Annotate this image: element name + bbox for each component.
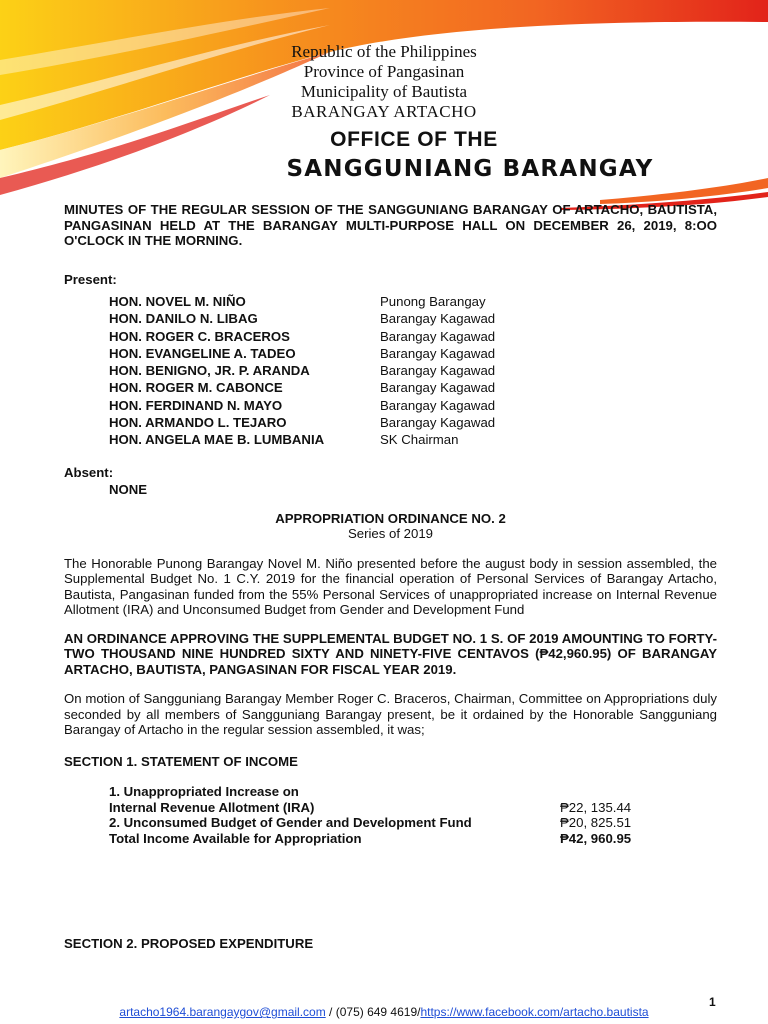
header-barangay: BARANGAY ARTACHO [291,102,477,121]
attendee-name: HON. ARMANDO L. TEJARO [109,415,287,431]
ordinance-heading: AN ORDINANCE APPROVING THE SUPPLEMENTAL BUDGET NO. 1 S. OF 2019 AMOUNTING TO FORTY-TWO THOUSAND NINE HUNDRED SIXTY AND NINETY-FIVE CENTAVOS (₱42,960.95) OF BARANGAY ARTACHO, BAUTISTA, PANGASINAN FOR FISCAL YEAR 2019. [64,630,717,677]
motion-paragraph: On motion of Sangguniang Barangay Member Roger C. Braceros, Chairman, Committee on Appropriations duly seconded by all members of Sangguniang Barangay present, be it ordained by the Honorable Sangguniang Barangay of Artacho in the regular session assembled, it was; [64,691,717,738]
footer-phone: / (075) 649 4619/ [325,1005,421,1019]
attendee-name: HON. ROGER M. CABONCE [109,380,283,396]
attendee-row [64,328,717,345]
header-country: Republic of the Philippines [291,42,477,61]
header-province: Province of Pangasinan [303,62,465,81]
attendee-position: Barangay Kagawad [380,363,496,379]
attendee-name: HON. FERDINAND N. MAYO [109,397,283,413]
office-title-line1: OFFICE OF THE [330,128,498,151]
attendee-row [64,397,717,414]
present-label: Present: [64,271,117,287]
attendee-position: Punong Barangay [380,294,486,309]
attendee-name: HON. NOVEL M. NIÑO [109,294,246,309]
office-title-line2: SANGGUNIANG BARANGAY [286,156,654,182]
document-body [64,202,717,952]
letterhead [0,42,768,122]
absent-value: NONE [109,482,148,498]
attendee-position: Barangay Kagawad [380,311,496,327]
minutes-title: MINUTES OF THE REGULAR SESSION OF THE SANGGUNIANG BARANGAY OF ARTACHO, BAUTISTA, PANGASINAN HELD AT THE BARANGAY MULTI-PURPOSE HALL ON DECEMBER 26, 2019, 8:OO O'CLOCK IN THE MORNING. [64,202,717,248]
section1-title: SECTION 1. STATEMENT OF INCOME [64,753,298,769]
attendee-row [64,345,717,362]
income-item-label: 1. Unappropriated Increase on [109,784,299,800]
attendee-name: HON. DANILO N. LIBAG [109,311,258,327]
intro-paragraph: The Honorable Punong Barangay Novel M. Niño presented before the august body in session assembled, the Supplemental Budget No. 1 C.Y. 2019 for the financial operation of Personal Services of Barangay Artacho, Bautista, Pangasinan funded from the 55% Personal Services of unappropriated increase on Internal Revenue Allotment (IRA) and Unconsumed Budget from Gender and Development Fund [64,555,717,618]
header-municipality: Municipality of Bautista [300,82,468,101]
income-total-amount: ₱42, 960.95 [560,830,632,846]
income-item [64,800,717,816]
attendee-position: Barangay Kagawad [380,328,496,344]
attendee-position: SK Chairman [380,432,459,448]
footer-email-link[interactable]: artacho1964.barangaygov@gmail.com [119,1005,326,1019]
income-total-label: Total Income Available for Appropriation [109,830,362,846]
attendee-row [64,431,717,448]
income-item-label: Internal Revenue Allotment (IRA) [109,799,315,815]
attendee-name: HON. BENIGNO, JR. P. ARANDA [109,363,310,379]
attendee-row [64,293,717,310]
section2-title: SECTION 2. PROPOSED EXPENDITURE [64,936,314,952]
attendee-name: HON. EVANGELINE A. TADEO [109,345,296,361]
attendee-position: Barangay Kagawad [380,345,496,361]
attendee-position: Barangay Kagawad [380,415,496,431]
attendee-name: HON. ROGER C. BRACEROS [109,328,290,344]
income-item-label: 2. Unconsumed Budget of Gender and Development Fund [109,815,472,831]
ordinance-series: Series of 2019 [347,526,434,542]
footer-contact [0,1005,768,1019]
page-number: 1 [709,995,716,1009]
attendee-row [64,362,717,379]
absent-label: Absent: [64,464,114,480]
income-item-amount: ₱22, 135.44 [560,799,632,815]
income-statement [64,784,717,846]
attendee-position: Barangay Kagawad [380,380,496,396]
income-item [64,815,717,831]
income-item [64,784,717,800]
footer-facebook-link[interactable]: https://www.facebook.com/artacho.bautista [420,1005,649,1019]
present-list [64,293,717,449]
attendee-name: HON. ANGELA MAE B. LUMBANIA [109,432,325,448]
attendee-row [64,414,717,431]
income-total [64,831,717,847]
ordinance-title: APPROPRIATION ORDINANCE NO. 2 [275,510,506,526]
attendee-position: Barangay Kagawad [380,397,496,413]
attendee-row [64,379,717,396]
income-item-amount: ₱20, 825.51 [560,815,632,831]
attendee-row [64,310,717,327]
